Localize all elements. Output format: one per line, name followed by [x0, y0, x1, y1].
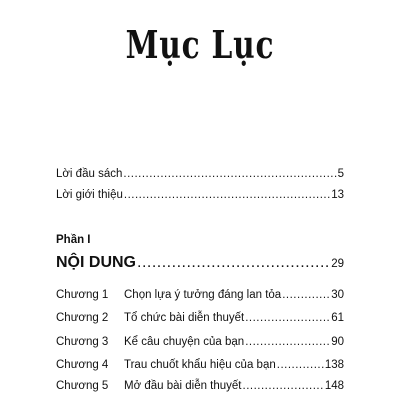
- toc-entry-page: 30: [331, 289, 344, 301]
- toc-entry-page: 148: [324, 380, 344, 392]
- toc-entry-label: Lời giới thiệu: [56, 189, 123, 201]
- chapter-number: Chương 5: [56, 380, 109, 392]
- toc-entry-preface[interactable]: [56, 168, 344, 180]
- chapter-number: Chương 2: [56, 312, 109, 324]
- page-title: Mục Lục: [125, 22, 275, 67]
- toc-entry-part[interactable]: [56, 254, 344, 272]
- toc-entry-chapter-4[interactable]: [56, 359, 344, 371]
- part-label: Phần I: [56, 234, 91, 246]
- chapter-title: Kể câu chuyện của bạn: [124, 336, 245, 348]
- toc-entry-page: 13: [331, 189, 344, 201]
- toc-entry-introduction[interactable]: [56, 189, 344, 201]
- chapter-title: Trau chuốt khẩu hiệu của bạn: [124, 359, 276, 371]
- dot-leader: [123, 168, 336, 180]
- chapter-title: Chọn lựa ý tưởng đáng lan tỏa: [124, 289, 282, 301]
- toc-entry-label: Lời đầu sách: [56, 168, 123, 180]
- toc-entry-page: 29: [331, 258, 344, 270]
- dot-leader: [277, 359, 324, 371]
- chapter-title: Tổ chức bài diễn thuyết: [124, 312, 245, 324]
- chapter-number: Chương 1: [56, 289, 109, 301]
- dot-leader: [243, 380, 324, 392]
- dot-leader: [245, 336, 330, 348]
- chapter-number: Chương 3: [56, 336, 109, 348]
- toc-entry-page: 138: [324, 359, 344, 371]
- chapter-number: Chương 4: [56, 359, 109, 371]
- dot-leader: [124, 189, 330, 201]
- dot-leader: [245, 312, 330, 324]
- toc-entry-page: 90: [331, 336, 344, 348]
- toc-entry-chapter-5[interactable]: [56, 380, 344, 392]
- dot-leader: [137, 254, 330, 272]
- toc-entry-chapter-1[interactable]: [56, 289, 344, 301]
- chapter-title: Mở đầu bài diễn thuyết: [124, 380, 242, 392]
- toc-entry-chapter-3[interactable]: [56, 336, 344, 348]
- toc-entry-chapter-2[interactable]: [56, 312, 344, 324]
- toc-entry-page: 61: [331, 312, 344, 324]
- part-name: NỘI DUNG: [56, 254, 136, 271]
- dot-leader: [282, 289, 330, 301]
- toc-entry-page: 5: [337, 168, 344, 180]
